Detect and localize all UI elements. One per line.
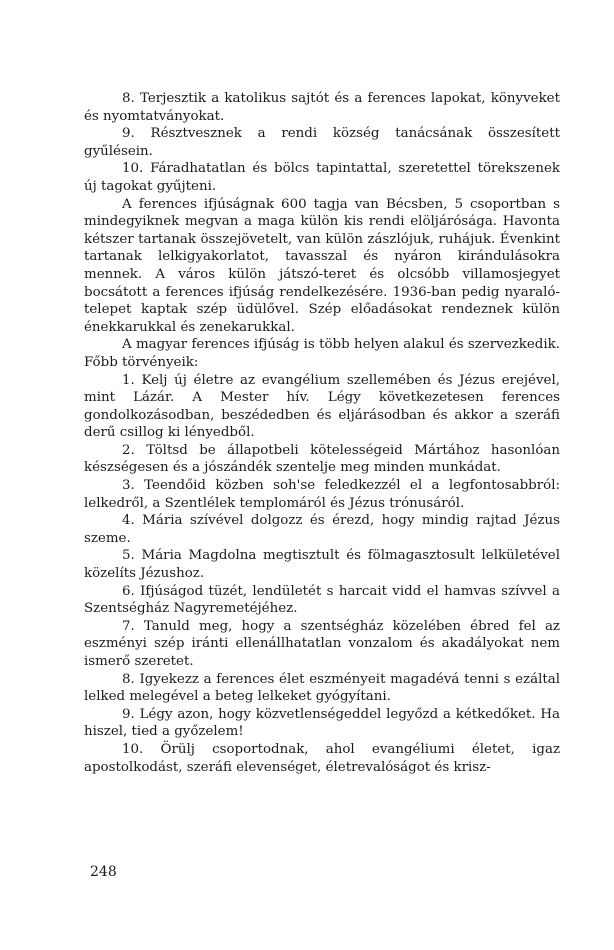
law-3: 3. Teendőid közben soh'se feledkezzél el a legfontosabbról: lelkedről, a Szentlélek templomáról és Jézus trónusáról. — [84, 478, 560, 511]
rule-10-recruit: 10. Fáradhatatlan és bölcs tapintattal, szeretettel törekszenek új tagokat gyűjteni. — [84, 161, 560, 194]
law-1: 1. Kelj új életre az evangélium szellemében és Jézus erejével, mint Lázár. A Mester hív. Légy következetesen ferences gondolkozásodban, beszédedben és eljárásodban és akkor a szeráfi derű csillog ki lényedből. — [84, 372, 560, 441]
hungarian-youth-paragraph: A magyar ferences ifjúság is több helyen alakul és szervezkedik. Főbb törvényeik: — [84, 337, 560, 370]
page-body — [84, 90, 560, 776]
law-2: 2. Töltsd be állapotbeli kötelességeid Mártához hasonlóan készségesen és a jószándék szentelje meg minden munkádat. — [84, 442, 560, 476]
law-10: 10. Örülj csoportodnak, ahol evangéliumi életet, igaz apostolkodást, szeráfi elevenséget, életrevalóságot és krisz- — [84, 741, 560, 775]
law-7: 7. Tanuld meg, hogy a szentségház közelében ébred fel az eszményi szép iránti ellenállhatatlan vonzalom és akadályokat nem ismerő szeretet. — [84, 618, 560, 669]
rule-8-press: 8. Terjesztik a katolikus sajtót és a ferences lapokat, könyveket és nyomtatványokat. — [84, 91, 560, 124]
law-6: 6. Ifjúságod tüzét, lendületét s harcait vidd el hamvas szívvel a Szentségház Nagyremetéjéhez. — [84, 583, 560, 617]
page-number: 248 — [90, 864, 117, 880]
law-8: 8. Igyekezz a ferences élet eszményeit magadévá tenni s ezáltal lelked melegével a beteg lelkeket gyógyítani. — [84, 671, 560, 705]
vienna-youth-paragraph: A ferences ifjúságnak 600 tagja van Bécsben, 5 csoportban s mindegyiknek megvan a maga külön kis rendi elöljárósága. Havonta kétszer tartanak összejövetelt, van külön zászlójuk, ruhájuk. Évenkint tartanak lelkigyakorlatot, tavasszal és nyáron kirándulásokra mennek. A város külön játszó-teret és olcsóbb villamosjegyet bocsátott a ferences ifjúság rendelkezésére. 1936-ban pedig nyaralótelepet kaptak szép üdülővel. Szép előadásokat rendeznek külön énekkarukkal és zenekarukkal. — [84, 196, 560, 335]
law-9: 9. Légy azon, hogy közvetlenségeddel legyőzd a kétkedőket. Ha hiszel, tied a győzelem! — [84, 706, 560, 740]
law-4: 4. Mária szívével dolgozz és érezd, hogy mindig rajtad Jézus szeme. — [84, 513, 560, 546]
rule-9-council: 9. Résztvesznek a rendi község tanácsának összesített gyűlésein. — [84, 126, 560, 159]
law-5: 5. Mária Magdolna megtisztult és fölmagasztosult lelkületével közelíts Jézushoz. — [84, 548, 560, 582]
